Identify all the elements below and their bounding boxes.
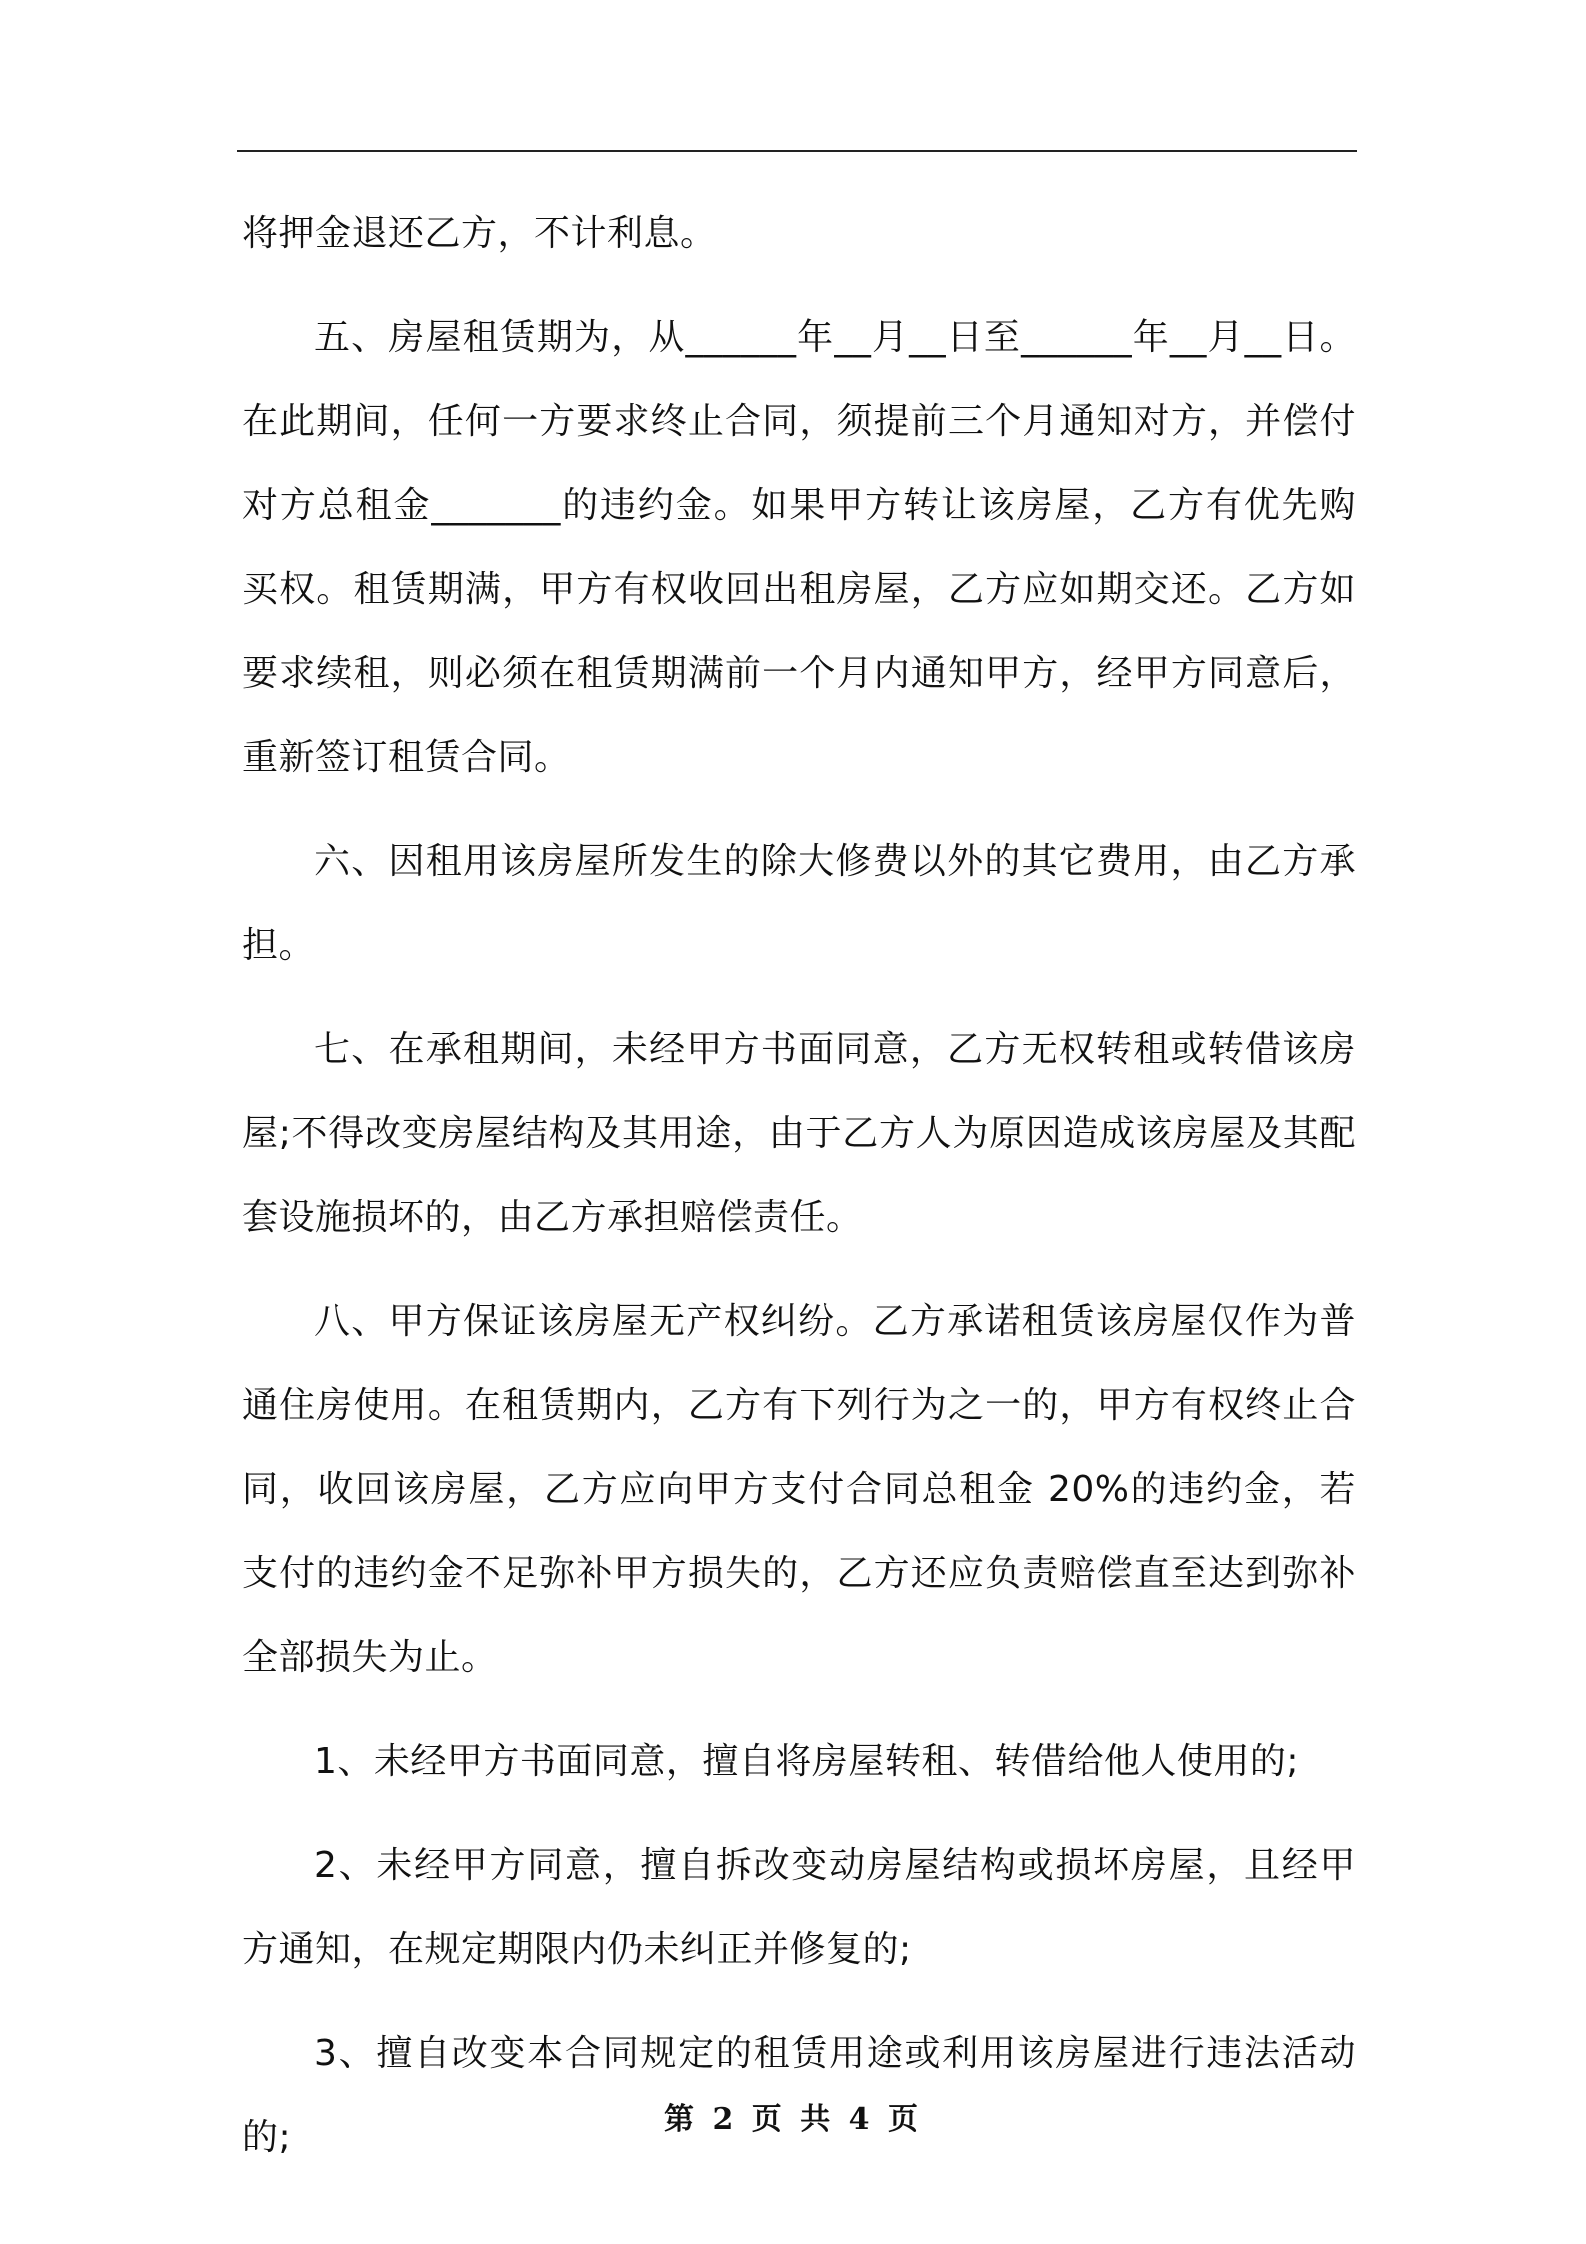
paragraph-clause-7-sublease: 七、在承租期间，未经甲方书面同意，乙方无权转租或转借该房屋;不得改变房屋结构及其用途，由于乙方人为原因造成该房屋及其配套设施损坏的，由乙方承担赔偿责任。 — [242, 1029, 1356, 1238]
paragraph-item-2: 2、未经甲方同意，擅自拆改变动房屋结构或损坏房屋，且经甲方通知，在规定期限内仍未纠正并修复的; — [242, 1845, 1356, 1970]
header-rule — [237, 150, 1357, 152]
paragraph-clause-5-lease-term: 五、房屋租赁期为，从______年__月__日至______年__月__日。在此期间，任何一方要求终止合同，须提前三个月通知对方，并偿付对方总租金_______的违约金。如果甲方转让该房屋，乙方有优先购买权。租赁期满，甲方有权收回出租房屋，乙方应如期交还。乙方如要求续租，则必须在租赁期满前一个月内通知甲方，经甲方同意后，重新签订租赁合同。 — [242, 317, 1356, 778]
paragraph-clause-8-warranty: 八、甲方保证该房屋无产权纠纷。乙方承诺租赁该房屋仅作为普通住房使用。在租赁期内，乙方有下列行为之一的，甲方有权终止合同，收回该房屋，乙方应向甲方支付合同总租金 20%的违约金，若支付的违约金不足弥补甲方损失的，乙方还应负责赔偿直至达到弥补全部损失为止。 — [242, 1301, 1356, 1678]
paragraph-item-1: 1、未经甲方书面同意，擅自将房屋转租、转借给他人使用的; — [314, 1741, 1300, 1782]
paragraph-clause-6-expenses: 六、因租用该房屋所发生的除大修费以外的其它费用，由乙方承担。 — [242, 841, 1356, 966]
document-body — [242, 192, 1356, 2200]
paragraph-item-3: 3、擅自改变本合同规定的租赁用途或利用该房屋进行违法活动的; — [242, 2033, 1356, 2158]
paragraph-deposit-return: 将押金退还乙方，不计利息。 — [242, 213, 717, 254]
page-number-footer: 第 2 页 共 4 页 — [664, 2102, 922, 2137]
